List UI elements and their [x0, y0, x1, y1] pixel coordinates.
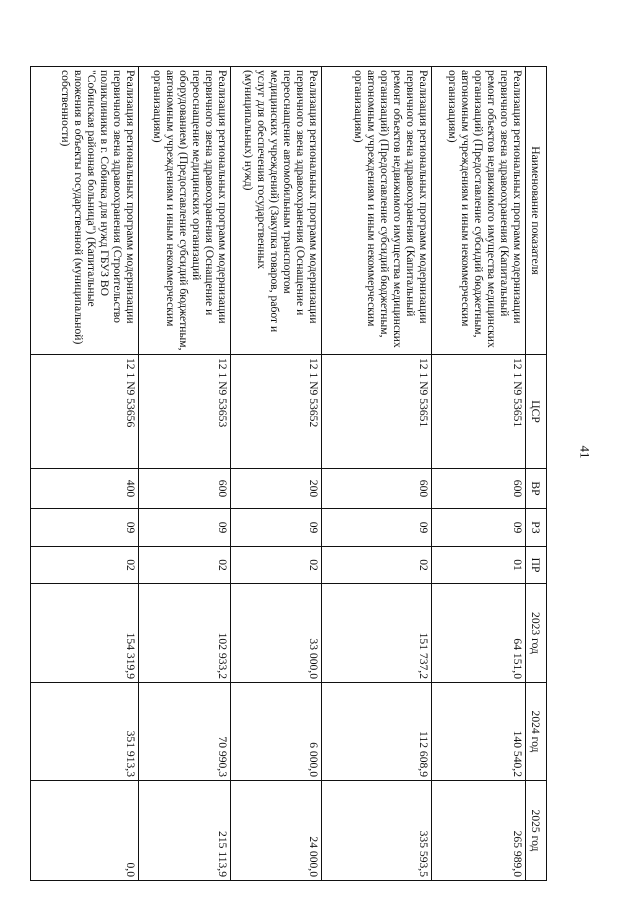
cell-pr: 02 [139, 547, 231, 584]
cell-vr: 600 [432, 469, 526, 509]
cell-2023: 64 151,0 [432, 584, 526, 683]
header-2025: 2025 год [526, 781, 547, 881]
cell-rz: 09 [139, 509, 231, 547]
table-row [432, 67, 526, 881]
cell-2025: 265 989,0 [432, 781, 526, 881]
page-number: 41 [577, 445, 593, 459]
budget-table [30, 66, 547, 881]
cell-name: Реализация региональных программ модернизации первичного звена здравоохранения (Оснащение и переоснащение автомобильным транспортом медицинских учреждений) (Закупка товаров, работ и услуг для обеспечения государственных (муниципальных) нужд) [231, 67, 322, 355]
cell-2023: 151 737,2 [322, 584, 432, 683]
cell-pr: 02 [31, 547, 139, 584]
rotated-page-content [30, 66, 547, 880]
cell-2024: 112 608,9 [322, 683, 432, 781]
cell-2023: 33 000,0 [231, 584, 322, 683]
cell-pr: 02 [322, 547, 432, 584]
cell-rz: 09 [31, 509, 139, 547]
table-row [322, 67, 432, 881]
cell-2024: 351 913,3 [31, 683, 139, 781]
cell-2025: 24 000,0 [231, 781, 322, 881]
cell-rz: 09 [322, 509, 432, 547]
header-pr: ПР [526, 547, 547, 584]
cell-2025: 0,0 [31, 781, 139, 881]
cell-pr: 02 [231, 547, 322, 584]
cell-csr: 12 1 N9 53651 [322, 355, 432, 469]
cell-2024: 140 540,2 [432, 683, 526, 781]
cell-csr: 12 1 N9 53651 [432, 355, 526, 469]
cell-2025: 335 593,5 [322, 781, 432, 881]
table-row [139, 67, 231, 881]
header-csr: ЦСР [526, 355, 547, 469]
cell-2024: 70 990,3 [139, 683, 231, 781]
cell-2023: 154 319,9 [31, 584, 139, 683]
header-vr: ВР [526, 469, 547, 509]
cell-name: Реализация региональных программ модернизации первичного звена здравоохранения (Капитальный ремонт объектов недвижимого имущества медицинских организаций) (Предоставление субсидий бюджетным, автономным учреждениям и иным некоммерческим организациям) [322, 67, 432, 355]
cell-2023: 102 933,2 [139, 584, 231, 683]
cell-name: Реализация региональных программ модернизации первичного звена здравоохранения (Капитальный ремонт объектов недвижимого имущества медицинских организаций) (Предоставление субсидий бюджетным, автономным учреждениям и иным некоммерческим организациям) [432, 67, 526, 355]
cell-vr: 200 [231, 469, 322, 509]
cell-rz: 09 [432, 509, 526, 547]
header-2023: 2023 год [526, 584, 547, 683]
cell-vr: 400 [31, 469, 139, 509]
cell-rz: 09 [231, 509, 322, 547]
cell-vr: 600 [322, 469, 432, 509]
header-rz: РЗ [526, 509, 547, 547]
cell-pr: 01 [432, 547, 526, 584]
table-row [31, 67, 139, 881]
cell-csr: 12 1 N9 53653 [139, 355, 231, 469]
cell-2025: 215 113,9 [139, 781, 231, 881]
table-row [231, 67, 322, 881]
cell-csr: 12 1 N9 53652 [231, 355, 322, 469]
cell-name: Реализация региональных программ модернизации первичного звена здравоохранения (Строительство поликлиники в г. Собинка для нужд ГБУЗ ВО "Собинская районная больница") (Капитальные вложения в объекты государственной (муниципальной) собственности) [31, 67, 139, 355]
cell-vr: 600 [139, 469, 231, 509]
header-name: Наименование показателя [526, 67, 547, 355]
header-2024: 2024 год [526, 683, 547, 781]
cell-name: Реализация региональных программ модернизации первичного звена здравоохранения (Оснащение и переоснащение медицинских организаций оборудованием) (Предоставление субсидий бюджетным, автономным учреждениям и иным некоммерческим организациям) [139, 67, 231, 355]
table-header-row [526, 67, 547, 881]
cell-2024: 6 000,0 [231, 683, 322, 781]
cell-csr: 12 1 N9 53656 [31, 355, 139, 469]
